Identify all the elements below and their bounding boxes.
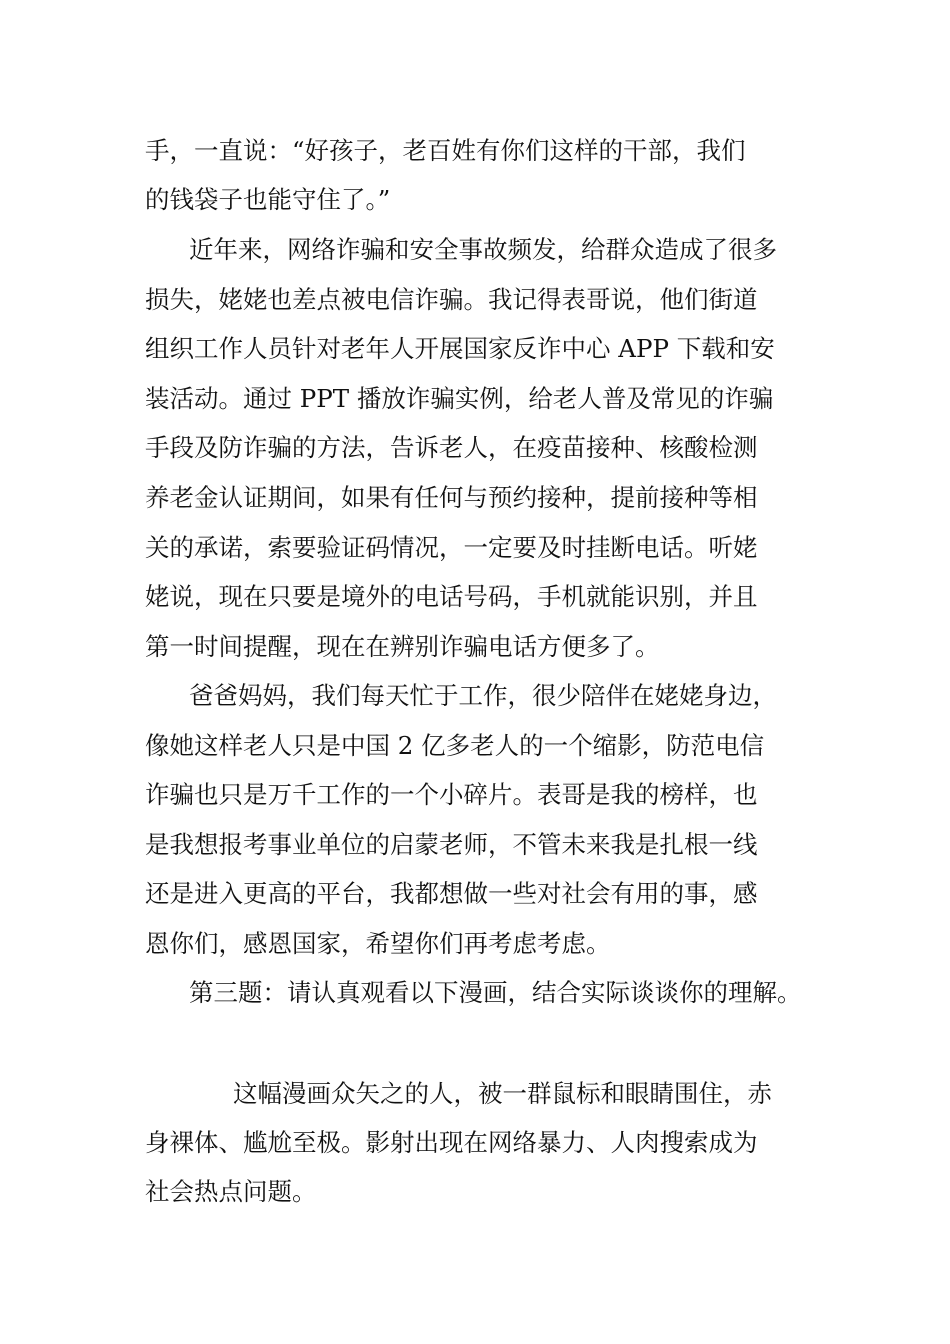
paragraph-5-line-1: 这幅漫画众矢之的人，被一群鼠标和眼睛围住，赤 [233,1079,772,1108]
paragraph-2-line-4: 装活动。通过 PPT 播放诈骗实例，给老人普及常见的诈骗 [145,384,774,413]
paragraph-3-line-5: 还是进入更高的平台，我都想做一些对社会有用的事，感 [145,879,758,908]
paragraph-5-line-2: 身裸体、尴尬至极。影射出现在网络暴力、人肉搜索成为 [145,1128,758,1157]
paragraph-3-line-4: 是我想报考事业单位的启蒙老师，不管未来我是扎根一线 [145,830,758,859]
paragraph-2-line-6: 养老金认证期间，如果有任何与预约接种，提前接种等相 [145,483,758,512]
paragraph-2-line-2: 损失，姥姥也差点被电信诈骗。我记得表哥说，他们街道 [145,285,758,314]
paragraph-5-line-3: 社会热点问题。 [145,1177,317,1206]
paragraph-2-line-7: 关的承诺，索要验证码情况，一定要及时挂断电话。听姥 [145,533,758,562]
paragraph-2-line-5: 手段及防诈骗的方法，告诉老人，在疫苗接种、核酸检测 [145,433,758,462]
paragraph-3-line-6: 恩你们，感恩国家，希望你们再考虑考虑。 [145,929,611,958]
paragraph-2-line-9: 第一时间提醒，现在在辨别诈骗电话方便多了。 [145,632,660,661]
paragraph-3-line-1: 爸爸妈妈，我们每天忙于工作，很少陪伴在姥姥身边， [189,681,777,710]
question-three-prompt: 第三题：请认真观看以下漫画，结合实际谈谈你的理解。 [189,978,802,1007]
paragraph-3-line-2: 像她这样老人只是中国 2 亿多老人的一个缩影，防范电信 [145,731,765,760]
paragraph-1-line-2: 的钱袋子也能守住了。” [145,185,391,214]
paragraph-2-line-8: 姥说，现在只要是境外的电话号码，手机就能识别，并且 [145,582,758,611]
paragraph-2-line-3: 组织工作人员针对老年人开展国家反诈中心 APP 下载和安 [145,334,775,363]
paragraph-2-line-1: 近年来，网络诈骗和安全事故频发，给群众造成了很多 [189,235,777,264]
paragraph-3-line-3: 诈骗也只是万千工作的一个小碎片。表哥是我的榜样，也 [145,780,758,809]
paragraph-1-line-1: 手，一直说：“好孩子，老百姓有你们这样的干部，我们 [145,136,746,165]
